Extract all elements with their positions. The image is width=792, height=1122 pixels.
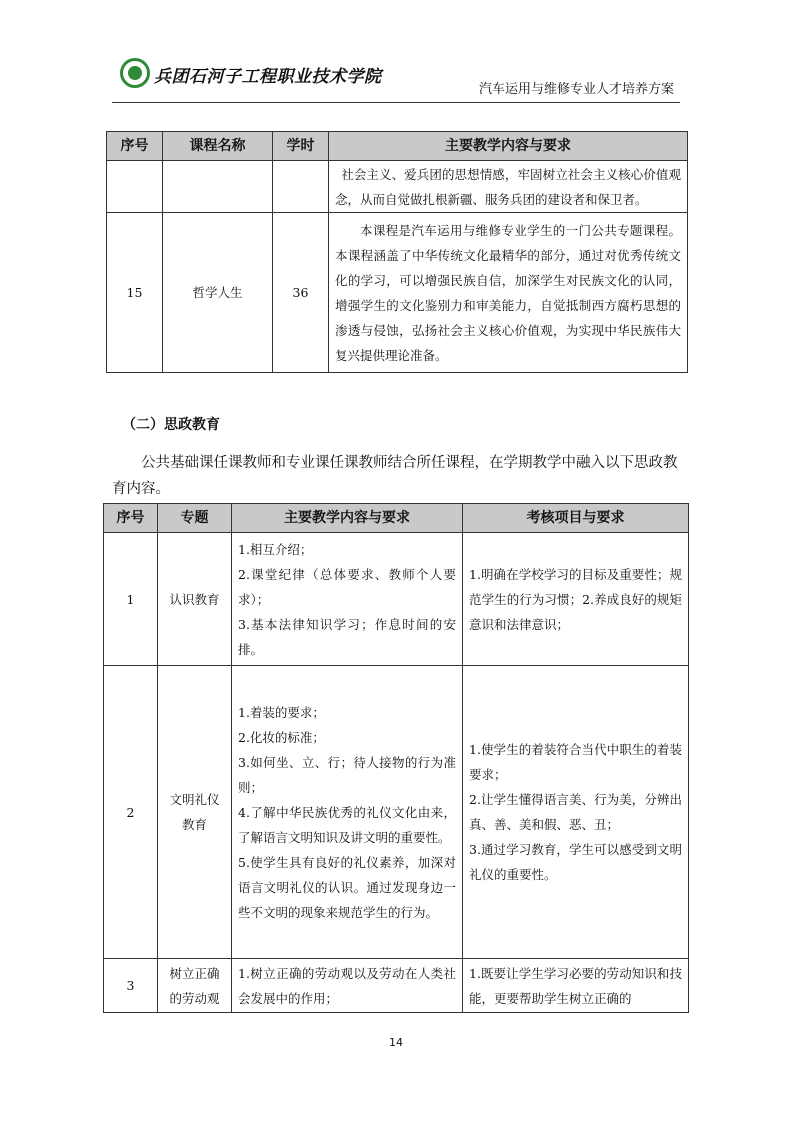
row-name [163, 161, 273, 213]
col-header-topic: 专题 [158, 504, 232, 533]
row-hours: 36 [273, 213, 329, 373]
col-header-no: 序号 [104, 504, 158, 533]
content-item: 1.树立正确的劳动观以及劳动在人类社会发展中的作用； [238, 965, 456, 1006]
table-row [104, 533, 689, 666]
row-no: 1 [104, 533, 158, 666]
content-item: 5.使学生具有良好的礼仪素养，加深对语言文明礼仪的认识。通过发现身边一些不文明的现象来规范学生的行为。 [238, 854, 456, 920]
table-row [104, 959, 689, 1013]
content-item: 2.课堂纪律（总体要求、教师个人要求）； [238, 566, 456, 607]
row-no: 3 [104, 959, 158, 1013]
col-header-content: 主要教学内容与要求 [232, 504, 463, 533]
row-assess [463, 666, 689, 959]
ideology-table-header [104, 504, 689, 533]
row-no: 15 [107, 213, 163, 373]
table-row [107, 213, 688, 373]
page-header [112, 52, 680, 103]
content-item: 4.了解中华民族优秀的礼仪文化由来，了解语言文明知识及讲文明的重要性。 [238, 804, 456, 845]
page-number: 14 [389, 1036, 403, 1049]
school-logo-icon [120, 58, 150, 88]
row-assess: 1.明确在学校学习的目标及重要性；规范学生的行为习惯；2.养成良好的规矩意识和法律意识； [463, 533, 689, 666]
row-assess: 1.既要让学生学习必要的劳动知识和技能，更要帮助学生树立正确的 [463, 959, 689, 1013]
row-name: 哲学人生 [163, 213, 273, 373]
row-content: 本课程是汽车运用与维修专业学生的一门公共专题课程。本课程涵盖了中华传统文化最精华的部分，通过对优秀传统文化的学习，可以增强民族自信，加深学生对民族文化的认同，增强学生的文化鉴别力和审美能力，自觉抵制西方腐朽思想的渗透与侵蚀，弘扬社会主义核心价值观，为实现中华民族伟大复兴提供理论准备。 [329, 213, 688, 373]
content-item: 2.化妆的标准； [238, 729, 325, 745]
assess-item: 3.通过学习教育，学生可以感受到文明礼仪的重要性。 [469, 842, 682, 882]
school-name: 兵团石河子工程职业技术学院 [154, 67, 382, 87]
row-topic: 认识教育 [158, 533, 232, 666]
row-content: 社会主义、爱兵团的思想情感，牢固树立社会主义核心价值观念，从而自觉做扎根新疆、服务兵团的建设者和保卫者。 [329, 161, 688, 213]
row-no [107, 161, 163, 213]
content-item: 3.如何坐、立、行；待人接物的行为准则； [238, 754, 456, 795]
row-topic: 树立正确的劳动观 [158, 959, 232, 1013]
ideology-table [103, 503, 689, 1013]
course-table [106, 131, 688, 373]
row-content [232, 533, 463, 666]
content-item: 3.基本法律知识学习；作息时间的安排。 [238, 616, 456, 657]
row-content [232, 666, 463, 959]
table-row [107, 161, 688, 213]
course-table-header [107, 132, 688, 161]
col-header-name: 课程名称 [163, 132, 273, 161]
document-title: 汽车运用与维修专业人才培养方案 [478, 82, 674, 97]
content-item: 1.着装的要求； [238, 704, 325, 720]
row-content [232, 959, 463, 1013]
row-topic: 文明礼仪教育 [158, 666, 232, 959]
col-header-assess: 考核项目与要求 [463, 504, 689, 533]
row-hours [273, 161, 329, 213]
col-header-hours: 学时 [273, 132, 329, 161]
table-row [104, 666, 689, 959]
assess-item: 2.让学生懂得语言美、行为美，分辨出真、善、美和假、恶、丑； [469, 792, 682, 832]
col-header-no: 序号 [107, 132, 163, 161]
content-item: 1.相互介绍； [238, 541, 313, 557]
col-header-content: 主要教学内容与要求 [329, 132, 688, 161]
assess-item: 1.使学生的着装符合当代中职生的着装要求； [469, 742, 682, 782]
row-no: 2 [104, 666, 158, 959]
section-paragraph: 公共基础课任课教师和专业课任课教师结合所任课程，在学期教学中融入以下思政教育内容。 [112, 455, 678, 497]
section-title: （二）思政教育 [122, 417, 220, 433]
